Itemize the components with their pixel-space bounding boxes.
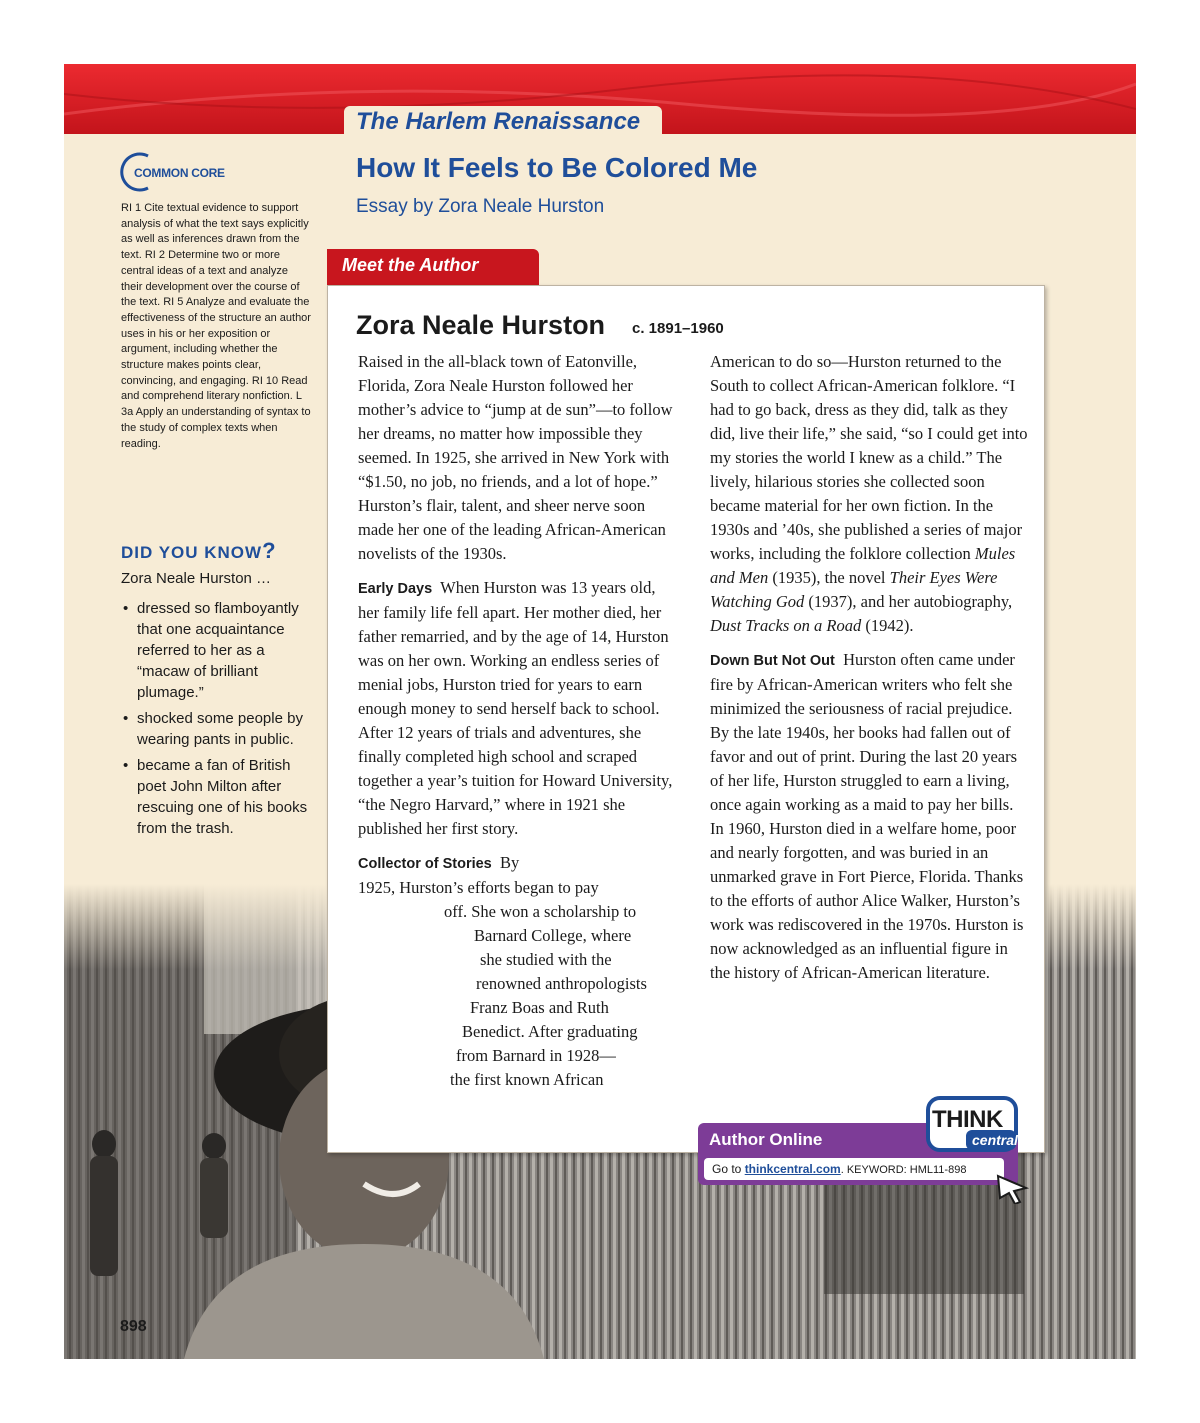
collector-line: 1925, Hurston’s efforts began to pay: [358, 878, 599, 897]
book-title: Dust Tracks on a Road: [710, 616, 862, 635]
author-name: Zora Neale Hurston: [356, 310, 606, 340]
think-logo-text: THINK: [932, 1106, 1003, 1133]
collector-line: Barnard College, where: [474, 926, 632, 945]
down-but-not-out-body: Hurston often came under fire by African-American writers who felt she minimized the seriousness of racial prejudice. By the late 1940s, her books had fallen out of favor and out of print. During the last 20 years of her life, Hurston struggled to earn a living, once again working as a maid to pay her bills. In 1960, Hurston died in a welfare home, poor and nearly forgotten, and was buried in an unmarked grave in Fort Pierce, Florida. Thanks to the efforts of author Alice Walker, Hurston’s work was rediscovered in the 1970s. Hurston is now acknowledged as an influential figure in the history of African-American literature.: [710, 650, 1024, 982]
down-but-not-out-heading: Down But Not Out: [710, 653, 835, 669]
did-you-know-list: [121, 598, 321, 844]
book-title: Their Eyes Were Watching God: [710, 568, 998, 611]
question-mark-icon: ?: [262, 538, 277, 563]
bio-early-days: [358, 576, 678, 841]
bio-collector: [358, 851, 678, 1092]
early-days-heading: Early Days: [358, 581, 433, 597]
goto-text: Go to: [712, 1162, 745, 1176]
author-online-title: Author Online: [709, 1130, 823, 1149]
keyword-text: . KEYWORD: HML11-898: [840, 1164, 967, 1176]
textbook-page: [64, 64, 1136, 1359]
list-item: • became a fan of British poet John Milton after rescuing one of his books from the trash.: [121, 755, 321, 839]
collector-line: from Barnard in 1928—: [456, 1046, 616, 1065]
did-you-know-heading: DID YOU KNOW?: [121, 538, 277, 563]
common-core-label: COMMON CORE: [134, 166, 225, 180]
central-logo-text: central: [972, 1132, 1018, 1148]
page-subtitle: Essay by Zora Neale Hurston: [356, 196, 605, 217]
author-dates: c. 1891–1960: [632, 320, 724, 337]
collector-line: off. She won a scholarship to: [444, 902, 637, 921]
early-days-body: When Hurston was 13 years old, her family life fell apart. Her mother died, her father remarried, and by the age of 14, Hurston was on her own. Working an endless series of menial jobs, Hurston tried for years to earn enough money to send herself back to school. After 12 years of trials and adventures, she finally completed high school and scraped together a year’s tuition for Howard University, “the Negro Harvard,” where in 1921 she published her first story.: [358, 578, 673, 838]
book-title: Mules and Men: [710, 544, 1016, 587]
page-number: 898: [120, 1318, 147, 1335]
list-item: • shocked some people by wearing pants in public.: [121, 708, 321, 750]
meet-the-author-label: Meet the Author: [342, 255, 479, 275]
collector-line: Franz Boas and Ruth: [470, 998, 609, 1017]
bio-continued-text: American to do so—Hurston returned to the South to collect African-American folklore. “I had to go back, dress as they did, talk as they did, live their life,” she said, “so I could get into my stories the world I knew as a child.” The lively, hilarious stories she collected soon became material for her own fiction. In the 1930s and ’40s, she published a series of major works, including the folklore collection: [710, 352, 1028, 563]
bio-continued: [710, 350, 1028, 638]
book-year: (1935), the novel: [768, 568, 890, 587]
bio-down-but-not-out: [710, 648, 1028, 985]
bio-column-left: [358, 350, 678, 1092]
book-year: (1937), and her autobiography,: [804, 592, 1013, 611]
collector-line: By: [500, 853, 520, 872]
collector-line: Benedict. After graduating: [462, 1022, 638, 1041]
collector-line: renowned anthropologists: [476, 974, 647, 993]
author-online-goto: [712, 1162, 966, 1176]
list-item: • dressed so flamboyantly that one acquaintance referred to her as a “macaw of brilliant plumage.”: [121, 598, 321, 703]
cursor-arrow-icon: [996, 1174, 1032, 1204]
standards-text: RI 1 Cite textual evidence to support analysis of what the text says explicitly as well as inferences drawn from the text. RI 2 Determine two or more central ideas of a text and analyze their development over the course of the text. RI 5 Analyze and evaluate the effectiveness of the structure an author uses in his or her exposition or argument, including whether the structure makes points clear, convincing, and engaging. RI 10 Read and comprehend literary nonfiction. L 3a Apply an understanding of syntax to the study of complex texts when reading.: [121, 202, 311, 450]
bio-intro: Raised in the all-black town of Eatonville, Florida, Zora Neale Hurston followed her mother’s advice to “jump at de sun”—to follow her dreams, no matter how impossible they seemed. In 1925, she arrived in New York with “$1.50, no job, no friends, and a lot of hope.” Hurston’s flair, talent, and sheer nerve soon made her one of the leading African-American novelists of the 1930s.: [358, 352, 673, 563]
page-title: How It Feels to Be Colored Me: [356, 152, 758, 183]
collector-heading: Collector of Stories: [358, 856, 492, 872]
book-year: (1942).: [861, 616, 914, 635]
thinkcentral-link[interactable]: thinkcentral.com: [744, 1162, 841, 1176]
collector-line: the first known African: [450, 1070, 604, 1089]
bio-column-right: [710, 350, 1028, 995]
section-title: The Harlem Renaissance: [356, 108, 641, 135]
collector-line: she studied with the: [480, 950, 612, 969]
did-you-know-intro: Zora Neale Hurston …: [121, 570, 272, 587]
